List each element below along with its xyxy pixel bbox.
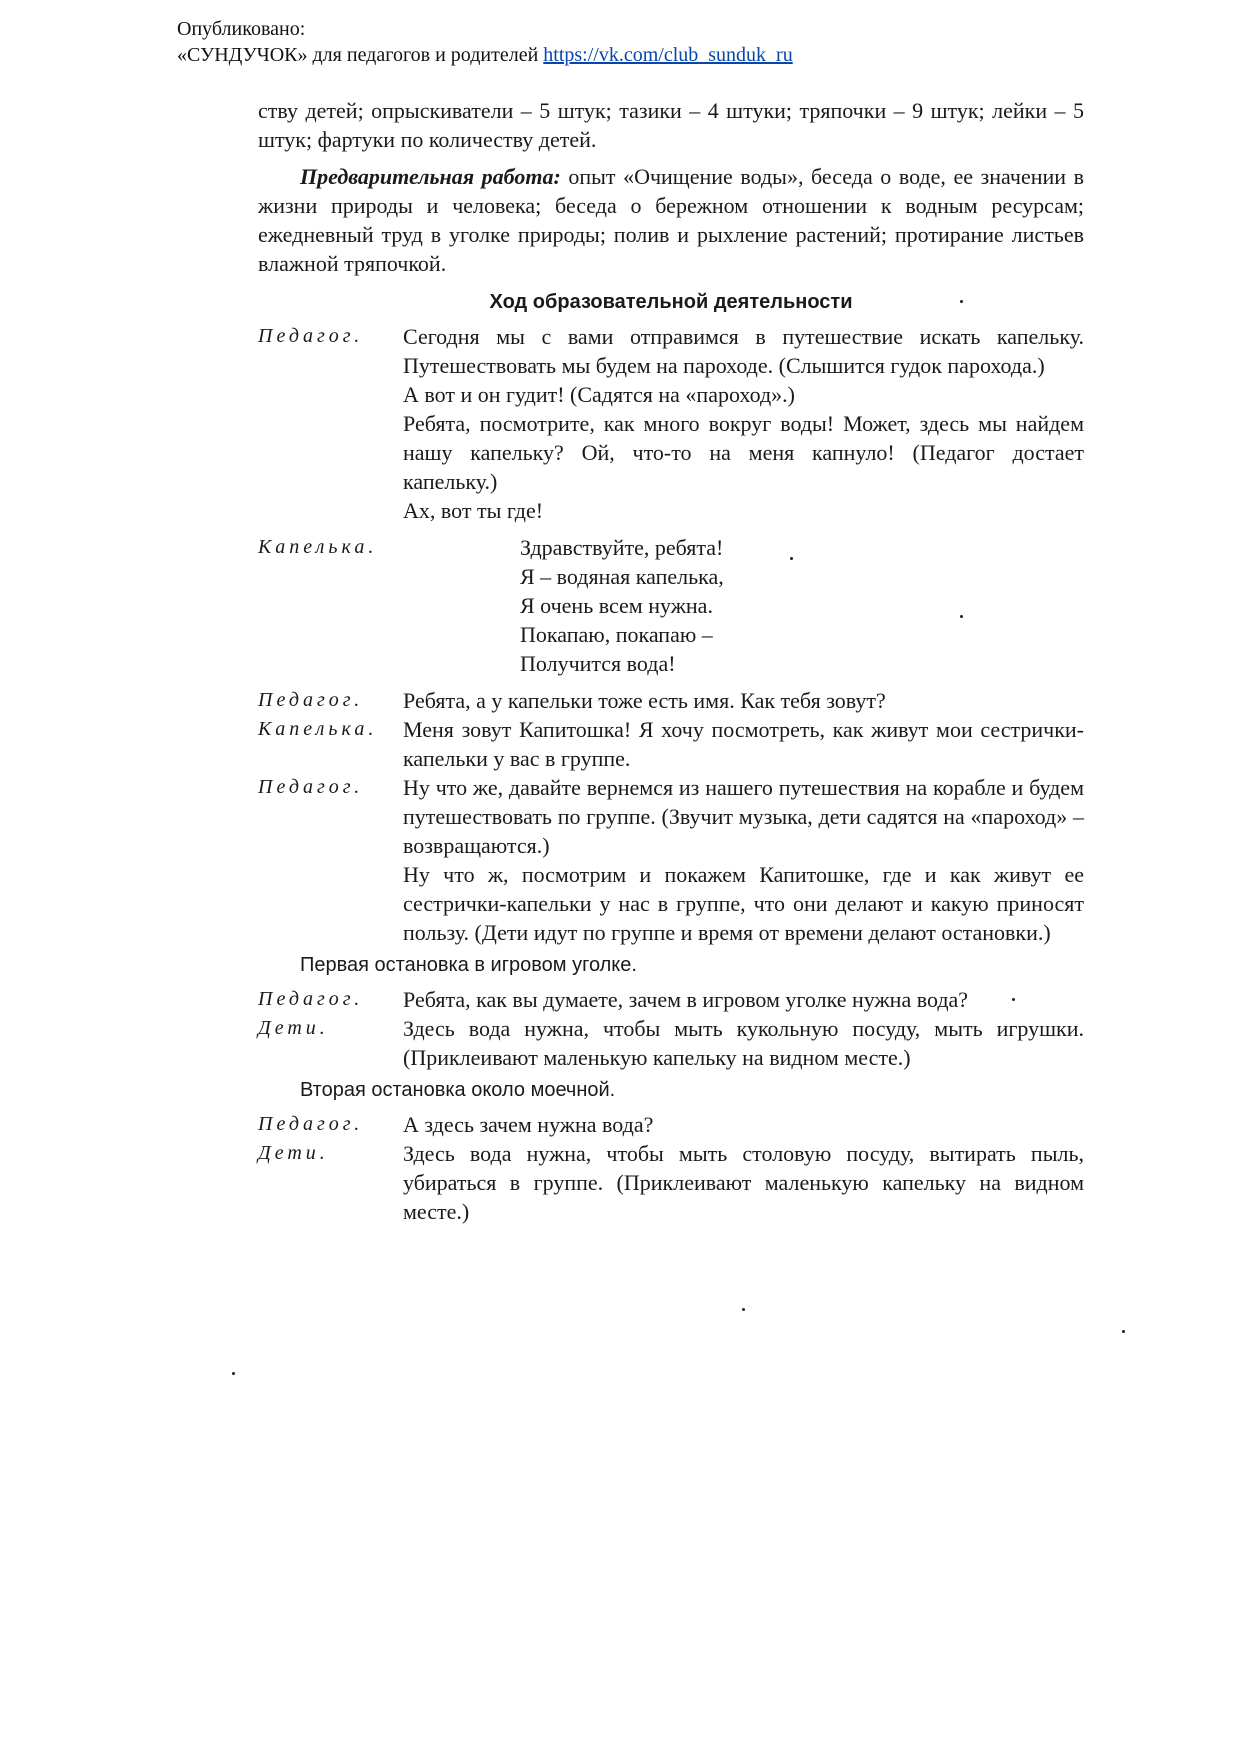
scan-speck	[960, 300, 963, 303]
scan-speck	[1012, 998, 1015, 1001]
speech-text: Здесь вода нужна, чтобы мыть столовую посуду, вытирать пыль, убираться в группе. (Приклеивают маленькую капельку на видном месте.)	[403, 1141, 1084, 1224]
dialogue-row	[258, 985, 1084, 1014]
stop-note: Вторая остановка около моечной.	[300, 1079, 616, 1101]
speaker-label: Капелька.	[258, 536, 378, 558]
poem-text	[403, 533, 1084, 678]
speech-text: Здесь вода нужна, чтобы мыть кукольную посуду, мыть игрушки. (Приклеивают маленькую капельку на видном месте.)	[403, 1016, 1084, 1070]
speech-line: Сегодня мы с вами отправимся в путешествие искать капельку. Путешествовать мы будем на пароходе. (Слышится гудок парохода.)	[403, 324, 1084, 378]
preliminary-work	[258, 162, 1084, 278]
speaker-label: Капелька.	[258, 718, 378, 740]
speaker-label: Дети.	[258, 1017, 329, 1039]
publication-header	[177, 16, 793, 68]
dialogue-row	[258, 1139, 1084, 1226]
dialogue-row	[258, 322, 1084, 525]
scan-speck	[960, 615, 963, 618]
speaker-label: Дети.	[258, 1142, 329, 1164]
poem-line: Получится вода!	[520, 651, 676, 676]
speech-text	[403, 773, 1084, 947]
speaker-label: Педагог.	[258, 689, 364, 711]
speech-line: А вот и он гудит! (Садятся на «пароход».)	[403, 382, 795, 407]
materials-text	[258, 96, 1084, 154]
scan-speck	[232, 1372, 235, 1375]
preliminary-text: опыт «Очищение воды», беседа о воде, ее значении в жизни природы и человека; беседа о бережном отношении к водным ресурсам; ежедневный труд в уголке природы; полив и рыхление растений; протирание листьев влажной тряпочкой.	[258, 164, 1084, 276]
dialogue-row	[258, 1014, 1084, 1072]
scan-speck	[742, 1308, 745, 1311]
speech-text	[403, 322, 1084, 525]
document-body	[258, 96, 1084, 1226]
poem-line: Я – водяная капелька,	[520, 564, 724, 589]
materials-line-2: лейки – 5 штук; фартуки по количеству детей.	[258, 98, 1085, 152]
speech-line: Ну что ж, посмотрим и покажем Капитошке, где и как живут ее сестрички-капельки у нас в группе, что они делают и какую приносят пользу. (Дети идут по группе и время от времени делают остановки.)	[403, 862, 1084, 945]
dialogue-row	[258, 715, 1084, 773]
dialogue-row	[258, 686, 1084, 715]
dialogue-row	[258, 1110, 1084, 1139]
published-source-text: «СУНДУЧОК» для педагогов и родителей	[177, 44, 539, 66]
poem-line: Я очень всем нужна.	[520, 593, 713, 618]
speaker-label: Педагог.	[258, 776, 364, 798]
speech-text: Меня зовут Капитошка! Я хочу посмотреть, как живут мои сестрички-капельки у вас в группе.	[403, 717, 1084, 771]
materials-line-1: ству детей; опрыскиватели – 5 штук; тазики – 4 штуки; тряпочки – 9 штук;	[258, 98, 985, 123]
poem-line: Покапаю, покапаю –	[520, 622, 713, 647]
stop-note: Первая остановка в игровом уголке.	[300, 954, 637, 976]
speech-text: А здесь зачем нужна вода?	[403, 1112, 654, 1137]
poem-row	[258, 533, 1084, 678]
speaker-label: Педагог.	[258, 1113, 364, 1135]
speech-line: Ах, вот ты где!	[403, 498, 544, 523]
section-heading: Ход образовательной деятельности	[489, 291, 853, 313]
speaker-label: Педагог.	[258, 988, 364, 1010]
dialogue-row	[258, 773, 1084, 947]
preliminary-label: Предварительная работа:	[300, 164, 561, 189]
scan-speck	[1122, 1330, 1125, 1333]
published-source	[177, 42, 793, 68]
speech-line: Ну что же, давайте вернемся из нашего путешествия на корабле и будем путешествовать по группе. (Звучит музыка, дети садятся на «пароход» – возвращаются.)	[403, 775, 1084, 858]
scan-speck	[790, 557, 793, 560]
speaker-label: Педагог.	[258, 325, 364, 347]
speech-text: Ребята, как вы думаете, зачем в игровом уголке нужна вода?	[403, 987, 969, 1012]
speech-text: Ребята, а у капельки тоже есть имя. Как тебя зовут?	[403, 688, 886, 713]
poem-line: Здравствуйте, ребята!	[520, 535, 724, 560]
speech-line: Ребята, посмотрите, как много вокруг воды! Может, здесь мы найдем нашу капельку? Ой, что-то на меня капнуло! (Педагог достает капельку.)	[403, 411, 1084, 494]
published-label: Опубликовано:	[177, 18, 306, 40]
vk-link[interactable]: https://vk.com/club_sunduk_ru	[543, 44, 793, 66]
